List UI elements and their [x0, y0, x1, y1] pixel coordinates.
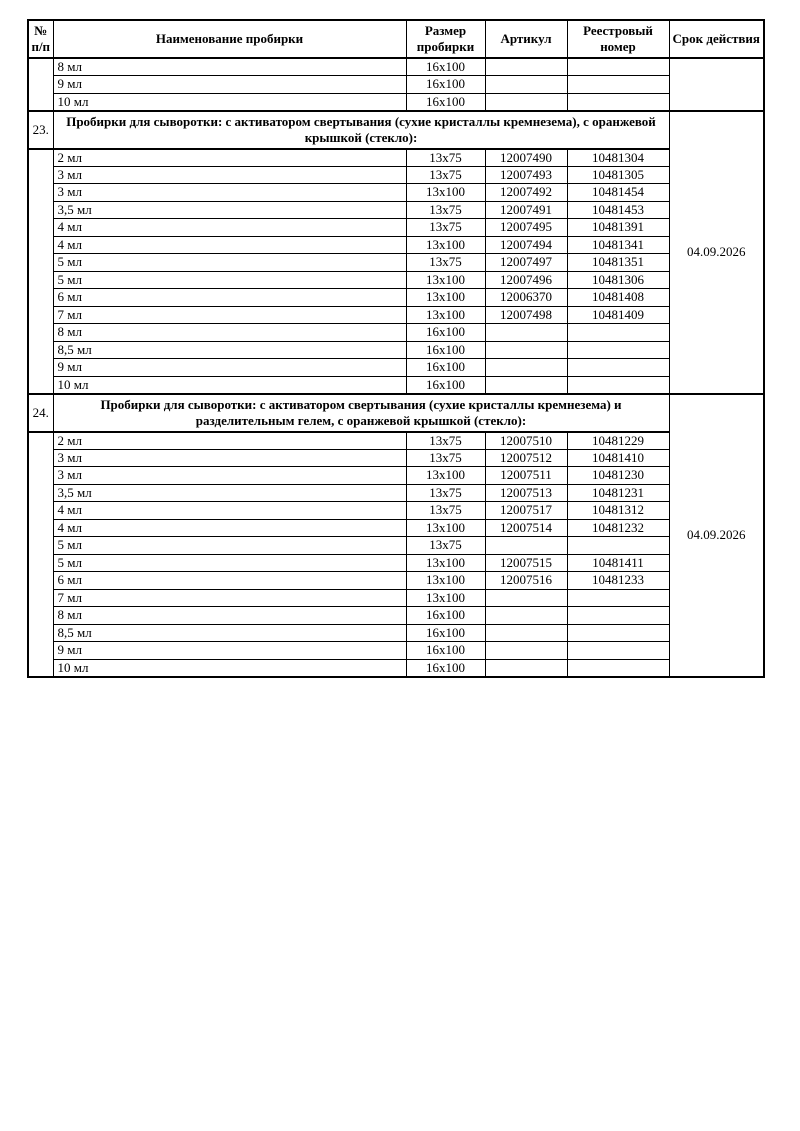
registry-cell	[567, 341, 669, 359]
tube-size-cell: 16x100	[406, 324, 485, 342]
tube-name-cell: 6 мл	[53, 289, 406, 307]
table-row	[28, 572, 764, 590]
registry-cell	[567, 58, 669, 76]
tube-name-cell: 3 мл	[53, 166, 406, 184]
tube-name-cell: 8,5 мл	[53, 624, 406, 642]
tube-name-cell: 10 мл	[53, 93, 406, 111]
article-cell	[485, 341, 567, 359]
table-row	[28, 166, 764, 184]
registry-cell: 10481410	[567, 449, 669, 467]
tube-name-cell: 10 мл	[53, 659, 406, 677]
tube-size-cell: 13x75	[406, 149, 485, 167]
tube-name-cell: 8 мл	[53, 607, 406, 625]
article-cell: 12007510	[485, 432, 567, 450]
tube-size-cell: 13x100	[406, 184, 485, 202]
registry-cell: 10481351	[567, 254, 669, 272]
validity-date: 04.09.2026	[669, 394, 764, 677]
registry-cell	[567, 624, 669, 642]
tube-name-cell: 7 мл	[53, 589, 406, 607]
table-body	[28, 58, 764, 677]
table-row	[28, 324, 764, 342]
article-cell: 12007496	[485, 271, 567, 289]
table-row	[28, 359, 764, 377]
article-cell	[485, 93, 567, 111]
registry-cell: 10481304	[567, 149, 669, 167]
table-row	[28, 449, 764, 467]
table-row	[28, 484, 764, 502]
section-title: Пробирки для сыворотки: с активатором свертывания (сухие кристаллы кремнезема) и разделительным гелем, с оранжевой крышкой (стекло):	[53, 394, 669, 432]
tube-name-cell: 5 мл	[53, 554, 406, 572]
row-number-cell	[28, 432, 53, 677]
article-cell: 12007514	[485, 519, 567, 537]
article-cell	[485, 58, 567, 76]
article-cell	[485, 659, 567, 677]
registry-cell: 10481411	[567, 554, 669, 572]
registry-cell	[567, 93, 669, 111]
registry-cell: 10481391	[567, 219, 669, 237]
article-cell: 12007497	[485, 254, 567, 272]
tube-name-cell: 9 мл	[53, 76, 406, 94]
section-number: 24.	[28, 394, 53, 432]
registry-cell: 10481409	[567, 306, 669, 324]
tube-size-cell: 16x100	[406, 341, 485, 359]
article-cell	[485, 589, 567, 607]
table-row	[28, 537, 764, 555]
header-name: Наименование пробирки	[53, 20, 406, 58]
article-cell	[485, 76, 567, 94]
article-cell: 12007511	[485, 467, 567, 485]
tube-name-cell: 3 мл	[53, 449, 406, 467]
row-number-cell	[28, 149, 53, 394]
tube-name-cell: 5 мл	[53, 254, 406, 272]
tube-size-cell: 13x100	[406, 589, 485, 607]
tube-size-cell: 13x75	[406, 254, 485, 272]
registry-cell	[567, 659, 669, 677]
article-cell: 12007495	[485, 219, 567, 237]
header-article: Артикул	[485, 20, 567, 58]
registry-cell	[567, 376, 669, 394]
tube-name-cell: 6 мл	[53, 572, 406, 590]
article-cell	[485, 624, 567, 642]
registry-cell: 10481312	[567, 502, 669, 520]
registry-cell	[567, 76, 669, 94]
tube-size-cell: 13x75	[406, 537, 485, 555]
header-size: Размер пробирки	[406, 20, 485, 58]
tube-name-cell: 4 мл	[53, 502, 406, 520]
header-num: № п/п	[28, 20, 53, 58]
tube-name-cell: 8,5 мл	[53, 341, 406, 359]
tube-size-cell: 13x100	[406, 306, 485, 324]
article-cell: 12007516	[485, 572, 567, 590]
registry-cell: 10481408	[567, 289, 669, 307]
table-row	[28, 306, 764, 324]
table-row	[28, 502, 764, 520]
article-cell: 12007498	[485, 306, 567, 324]
row-number-cell	[28, 58, 53, 111]
table-row	[28, 554, 764, 572]
tube-size-cell: 13x75	[406, 484, 485, 502]
registry-cell: 10481229	[567, 432, 669, 450]
tube-name-cell: 9 мл	[53, 359, 406, 377]
validity-date	[669, 58, 764, 111]
header-validity: Срок действия	[669, 20, 764, 58]
registry-cell	[567, 642, 669, 660]
tube-name-cell: 9 мл	[53, 642, 406, 660]
table-row	[28, 58, 764, 76]
tube-name-cell: 3 мл	[53, 467, 406, 485]
article-cell: 12007515	[485, 554, 567, 572]
article-cell: 12007493	[485, 166, 567, 184]
tube-size-cell: 16x100	[406, 58, 485, 76]
tube-name-cell: 2 мл	[53, 149, 406, 167]
tube-name-cell: 8 мл	[53, 58, 406, 76]
tube-size-cell: 16x100	[406, 659, 485, 677]
tube-size-cell: 13x75	[406, 432, 485, 450]
registry-cell: 10481454	[567, 184, 669, 202]
tube-name-cell: 5 мл	[53, 537, 406, 555]
tube-name-cell: 3,5 мл	[53, 201, 406, 219]
registry-cell: 10481305	[567, 166, 669, 184]
table-row	[28, 589, 764, 607]
tube-size-cell: 13x100	[406, 572, 485, 590]
tube-name-cell: 10 мл	[53, 376, 406, 394]
article-cell: 12007494	[485, 236, 567, 254]
article-cell: 12006370	[485, 289, 567, 307]
tube-name-cell: 3 мл	[53, 184, 406, 202]
tube-size-cell: 16x100	[406, 642, 485, 660]
article-cell: 12007492	[485, 184, 567, 202]
table-row	[28, 149, 764, 167]
tube-size-cell: 13x100	[406, 467, 485, 485]
table-row	[28, 642, 764, 660]
registry-cell	[567, 324, 669, 342]
article-cell	[485, 607, 567, 625]
table-row	[28, 289, 764, 307]
tube-size-cell: 16x100	[406, 624, 485, 642]
registry-cell	[567, 607, 669, 625]
article-cell: 12007491	[485, 201, 567, 219]
article-cell	[485, 359, 567, 377]
tube-name-cell: 4 мл	[53, 519, 406, 537]
table-row	[28, 201, 764, 219]
table-row	[28, 219, 764, 237]
registry-cell: 10481341	[567, 236, 669, 254]
section-header-row	[28, 394, 764, 432]
tube-size-cell: 13x100	[406, 289, 485, 307]
tube-size-cell: 16x100	[406, 76, 485, 94]
tube-size-cell: 16x100	[406, 93, 485, 111]
table-row	[28, 341, 764, 359]
registry-cell: 10481453	[567, 201, 669, 219]
table-row	[28, 254, 764, 272]
article-cell: 12007517	[485, 502, 567, 520]
article-cell	[485, 376, 567, 394]
registry-cell: 10481232	[567, 519, 669, 537]
tube-size-cell: 16x100	[406, 359, 485, 377]
registry-cell	[567, 359, 669, 377]
validity-date: 04.09.2026	[669, 111, 764, 394]
tube-name-cell: 5 мл	[53, 271, 406, 289]
tube-name-cell: 3,5 мл	[53, 484, 406, 502]
table-row	[28, 607, 764, 625]
tube-size-cell: 13x75	[406, 219, 485, 237]
section-number: 23.	[28, 111, 53, 149]
tube-size-cell: 13x75	[406, 201, 485, 219]
table-row	[28, 467, 764, 485]
registry-cell	[567, 537, 669, 555]
table-row	[28, 624, 764, 642]
tube-name-cell: 2 мл	[53, 432, 406, 450]
article-cell: 12007513	[485, 484, 567, 502]
tube-size-cell: 13x100	[406, 519, 485, 537]
table-row	[28, 76, 764, 94]
article-cell	[485, 642, 567, 660]
table-row	[28, 376, 764, 394]
tube-size-cell: 13x100	[406, 554, 485, 572]
registry-cell: 10481233	[567, 572, 669, 590]
tube-size-cell: 16x100	[406, 376, 485, 394]
registry-cell: 10481230	[567, 467, 669, 485]
table-row	[28, 432, 764, 450]
tube-size-cell: 16x100	[406, 607, 485, 625]
table-row	[28, 236, 764, 254]
header-registry: Реестровый номер	[567, 20, 669, 58]
tube-name-cell: 7 мл	[53, 306, 406, 324]
tube-registry-table	[27, 19, 765, 678]
registry-cell: 10481231	[567, 484, 669, 502]
tube-name-cell: 4 мл	[53, 236, 406, 254]
article-cell: 12007512	[485, 449, 567, 467]
section-title: Пробирки для сыворотки: с активатором свертывания (сухие кристаллы кремнезема), с оранжевой крышкой (стекло):	[53, 111, 669, 149]
header-row	[28, 20, 764, 58]
section-header-row	[28, 111, 764, 149]
table-header	[28, 20, 764, 58]
table-row	[28, 519, 764, 537]
tube-size-cell: 13x100	[406, 271, 485, 289]
article-cell	[485, 324, 567, 342]
tube-name-cell: 4 мл	[53, 219, 406, 237]
table-row	[28, 271, 764, 289]
article-cell	[485, 537, 567, 555]
tube-size-cell: 13x75	[406, 449, 485, 467]
registry-cell	[567, 589, 669, 607]
table-row	[28, 93, 764, 111]
registry-cell: 10481306	[567, 271, 669, 289]
tube-size-cell: 13x75	[406, 502, 485, 520]
table-row	[28, 184, 764, 202]
table-row	[28, 659, 764, 677]
tube-size-cell: 13x100	[406, 236, 485, 254]
tube-name-cell: 8 мл	[53, 324, 406, 342]
article-cell: 12007490	[485, 149, 567, 167]
tube-size-cell: 13x75	[406, 166, 485, 184]
